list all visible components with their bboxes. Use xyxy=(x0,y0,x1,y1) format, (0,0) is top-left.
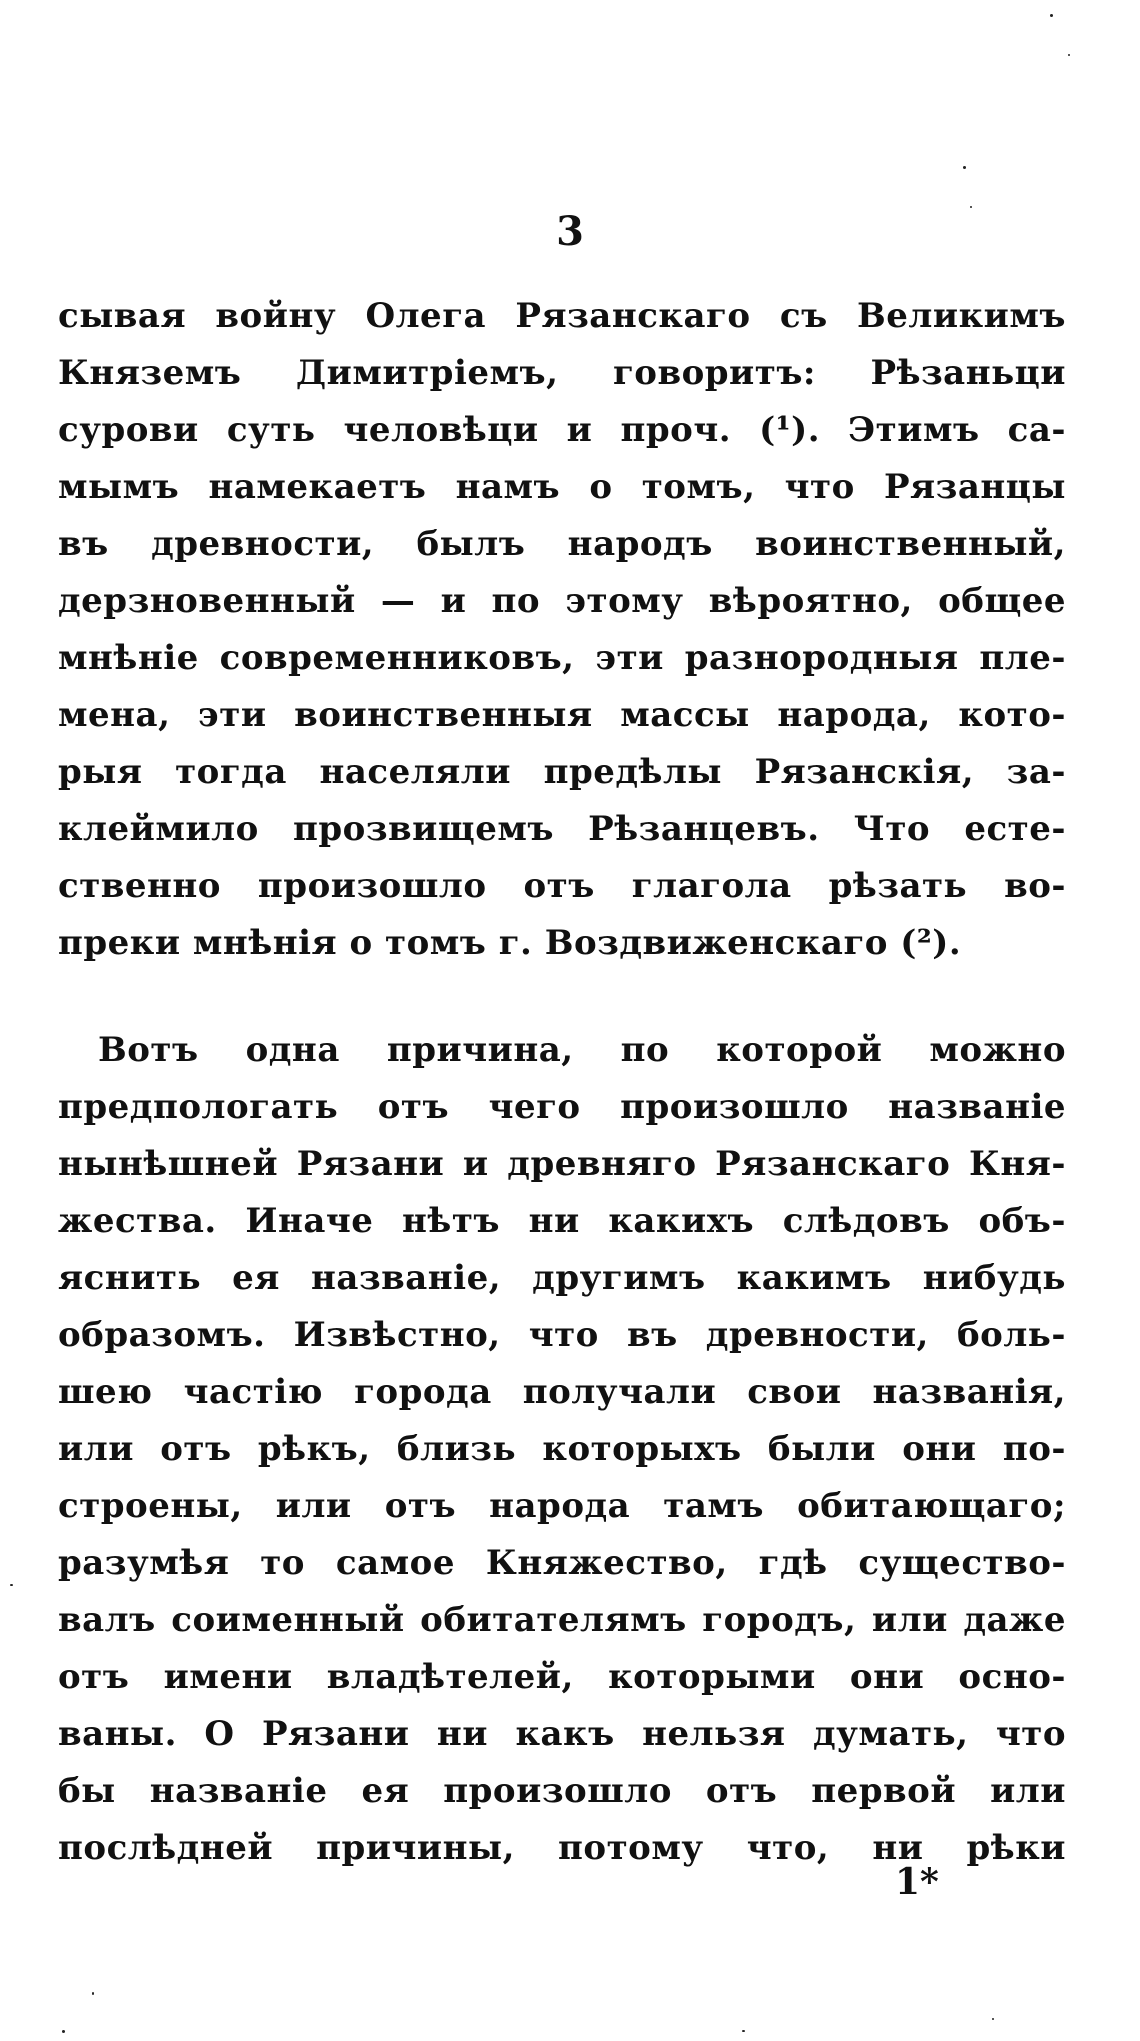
text-line: валъ соименный обитателямъ городъ, или даже xyxy=(58,1600,1066,1640)
text-line: въ древности, былъ народъ воинственный, xyxy=(58,524,1066,564)
text-line: клеймило прозвищемъ Рѣзанцевъ. Что есте- xyxy=(58,809,1066,849)
paragraph-2 xyxy=(58,1022,1066,1877)
text-line: преки мнѣнія о томъ г. Воздвиженскаго (²). xyxy=(58,923,962,963)
page-number: 3 xyxy=(556,208,584,255)
text-line: жества. Иначе нѣтъ ни какихъ слѣдовъ объ- xyxy=(58,1201,1066,1241)
text-line: сывая войну Олега Рязанскаго съ Великимъ xyxy=(58,296,1066,336)
text-line: мена, эти воинственныя массы народа, кото- xyxy=(58,695,1066,735)
text-line: предпологать отъ чего произошло названіе xyxy=(58,1087,1066,1127)
text-line: яснить ея названіе, другимъ какимъ нибудь xyxy=(58,1258,1066,1298)
text-line: сурови суть человѣци и проч. (¹). Этимъ са- xyxy=(58,410,1066,450)
text-line: шею частію города получали свои названія, xyxy=(58,1372,1066,1412)
print-speck xyxy=(742,2030,745,2032)
text-line: образомъ. Извѣстно, что въ древности, боль- xyxy=(58,1315,1066,1355)
text-line: бы названіе ея произошло отъ первой или xyxy=(58,1771,1066,1811)
text-line: дерзновенный — и по этому вѣроятно, общее xyxy=(58,581,1066,621)
text-line: строены, или отъ народа тамъ обитающаго; xyxy=(58,1486,1066,1526)
signature-mark: 1* xyxy=(895,1861,939,1903)
text-line: рыя тогда населяли предѣлы Рязанскія, за- xyxy=(58,752,1066,792)
text-line: отъ имени владѣтелей, которыми они осно- xyxy=(58,1657,1066,1697)
text-line: Вотъ одна причина, по которой можно xyxy=(98,1030,1066,1070)
text-line: мымъ намекаетъ намъ о томъ, что Рязанцы xyxy=(58,467,1066,507)
text-line: ственно произошло отъ глагола рѣзать во- xyxy=(58,866,1066,906)
text-line: разумѣя то самое Княжество, гдѣ существо- xyxy=(58,1543,1066,1583)
text-line: или отъ рѣкъ, близь которыхъ были они по- xyxy=(58,1429,1066,1469)
text-line: послѣдней причины, потому что, ни рѣки xyxy=(58,1828,1066,1868)
text-line: нынѣшней Рязани и древняго Рязанскаго Кня- xyxy=(58,1144,1066,1184)
print-speck xyxy=(62,2030,65,2033)
text-line: мнѣніе современниковъ, эти разнородныя пле- xyxy=(58,638,1066,678)
print-speck xyxy=(992,2018,994,2020)
print-speck xyxy=(92,1992,94,1995)
print-speck xyxy=(1050,14,1053,17)
text-line: Княземъ Димитріемъ, говоритъ: Рѣзаньци xyxy=(58,353,1066,393)
print-speck xyxy=(10,1584,13,1586)
text-line: ваны. О Рязани ни какъ нельзя думать, что xyxy=(58,1714,1066,1754)
paragraph-1 xyxy=(58,288,1066,972)
print-speck xyxy=(963,166,966,169)
print-speck xyxy=(1068,54,1070,56)
